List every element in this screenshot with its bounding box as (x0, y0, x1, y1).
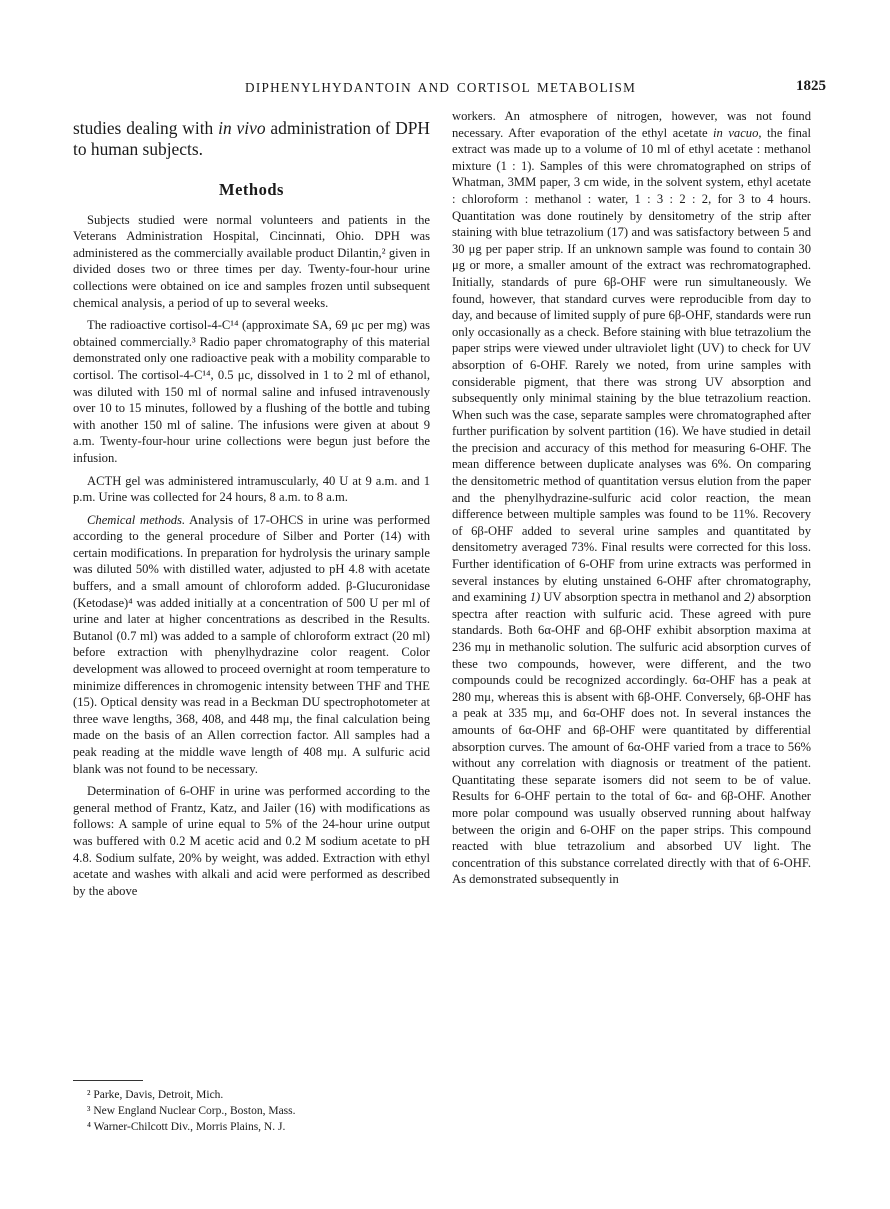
paragraph-subjects: Subjects studied were normal volunteers and patients in the Veterans Administration Hospital, Cincinnati, Ohio. DPH was administered as the commercially available product Dilantin,² given in divided doses two or three times per day. Twenty-four-hour urine collections were obtained on ice and samples frozen until subsequent chemical analysis, a period of up to several weeks. (73, 212, 430, 310)
paragraph-chemical-methods: Chemical methods. Analysis of 17-OHCS in urine was performed according to the general procedure of Silber and Porter (14) with certain modifications. In preparation for hydrolysis the urinary sample was diluted 50% with distilled water, adjusted to pH 4.8 with acetate buffers, and a small amount of chloroform added. β-Glucuronidase (Ketodase)⁴ was added initially at a concentration of 500 U per ml of urine and later at higher concentrations as described in the Results. Butanol (0.7 ml) was added to a sample of chloroform extract (20 ml) before extraction with phenylhydrazine color reagent. Color development was allowed to proceed overnight at room temperature to minimize differences in chromogenic intensity between THF and THE (15). Optical density was read in a Beckman DU spectrophotometer at three wave lengths, 368, 408, and 448 mμ, the final calculation being made on the basis of an Allen correction factor. All samples had a peak reading at the middle wave length of 408 mμ. A sulfuric acid blank was not found to be necessary. (73, 512, 431, 776)
section-heading-methods: Methods (219, 180, 284, 199)
footnotes (73, 1087, 430, 1135)
right-column (452, 108, 811, 894)
paragraph-acth: ACTH gel was administered intramuscularly, 40 U at 9 a.m. and 1 p.m. Urine was collected for 24 hours, 8 a.m. to 8 a.m. (73, 473, 430, 505)
running-head: DIPHENYLHYDANTOIN AND CORTISOL METABOLISM (245, 80, 637, 95)
paragraph-6-ohf-determination: Determination of 6-OHF in urine was performed according to the general method of Frantz, Katz, and Jailer (16) with modifications as follows: A sample of urine equal to 5% of the 24-hour urine output was buffered with 0.2 M acetic acid and 0.2 M sodium acetate to pH 4.8. Sodium sulfate, 20% by weight, was added. Extraction with ethyl acetate and washes with alkali and acid were performed as described by the above (73, 784, 430, 898)
footnote-2: ² Parke, Davis, Detroit, Mich. (87, 1089, 224, 1101)
footnote-rule (73, 1080, 143, 1081)
paragraph-continuation: workers. An atmosphere of nitrogen, however, was not found necessary. After evaporation of the ethyl acetate in vacuo, the final extract was made up to a volume of 10 ml of ethyl acetate : methanol mixture (1 : 1). Samples of this were chromatographed on strips of Whatman, 3MM paper, 3 cm wide, in the solvent system, ethyl acetate : chloroform : methanol : water, 1 : 3 : 2 : 2, for 3 to 4 hours. Quantitation was done routinely by densitometry of the strip after staining with blue tetrazolium (17) and was satisfactory between 5 and 30 μg per paper strip. If an unknown sample was found to contain 30 μg or more, a smaller amount of the extract was rechromatographed. Initially, standards of pure 6β-OHF were run simultaneously. We found, however, that standard curves were reproducible from day to day, and because of limited supply of pure 6β-OHF, standards were run only occasionally as a check. Before staining with blue tetrazolium the paper strips were viewed under ultraviolet light (UV) to check for UV absorption of 6-OHF. Rarely we noted, from urine samples with considerable pigment, that there was strong UV absorption and subsequently only minimal staining by the blue tetrazolium reaction. When such was the case, separate samples were chromatographed after further purification by solvent partition (16). We have studied in detail the precision and accuracy of this method for measuring 6-OHF. The mean difference between duplicate analyses was 6%. On comparing the densitometric method of quantitation versus elution from the paper and the phenylhydrazine-sulfuric acid color reaction, the mean difference between multiple samples was found to be 11%. Recovery of 6β-OHF added to several urine samples and quantitated by densitometry averaged 73%. Final results were corrected for this loss. Further identification of 6-OHF from urine extracts was performed in several instances by eluting unstained 6-OHF after chromatography, and examining 1) UV absorption spectra in methanol and 2) absorption spectra after reaction with sulfuric acid. These agreed with pure standards. Both 6α-OHF and 6β-OHF exhibit absorption maxima at 236 mμ in methanolic solution. The sulfuric acid absorption curves of these two compounds, however, were different, and the two compounds could be recognized accordingly. 6α-OHF has a peak at 280 mμ, whereas this is absent with 6β-OHF. Conversely, 6β-OHF has a peak at 335 mμ, and 6α-OHF does not. In several instances the amounts of 6α-OHF and 6β-OHF were quantitated by differential absorption curves. The amount of 6α-OHF varied from a trace to 56% without any correlation with diagnosis or treatment of the patient. Quantitating these separate isomers did not seem to be of value. Results for 6-OHF pertain to the total of 6α- and 6β-OHF. Another more polar compound was usually observed running about halfway between the origin and 6-OHF on the paper strips. This compound reacted with blue tetrazolium and absorbed UV light. The concentration of this substance correlated directly with that of 6-OHF. As demonstrated subsequently in (452, 109, 811, 887)
footnote-4: ⁴ Warner-Chilcott Div., Morris Plains, N. J. (87, 1121, 286, 1133)
left-column (73, 118, 430, 905)
lead-paragraph: studies dealing with in vivo administration of DPH to human subjects. (73, 118, 430, 159)
footnote-3: ³ New England Nuclear Corp., Boston, Mass. (87, 1105, 296, 1117)
page-number: 1825 (796, 78, 826, 94)
paragraph-radioactive-cortisol: The radioactive cortisol-4-C¹⁴ (approximate SA, 69 μc per mg) was obtained commercially.³ Radio paper chromatography of this material demonstrated only one radioactive peak with a mobility comparable to cortisol. The cortisol-4-C¹⁴, 0.5 μc, dissolved in 1 to 2 ml of ethanol, was diluted with 150 ml of normal saline and infused intravenously over 10 to 15 minutes, followed by a flushing of the bottle and tubing with another 150 ml of saline. The infusions were given at about 9 a.m. Twenty-four-hour urine collections were begun just before the infusion. (73, 318, 430, 465)
